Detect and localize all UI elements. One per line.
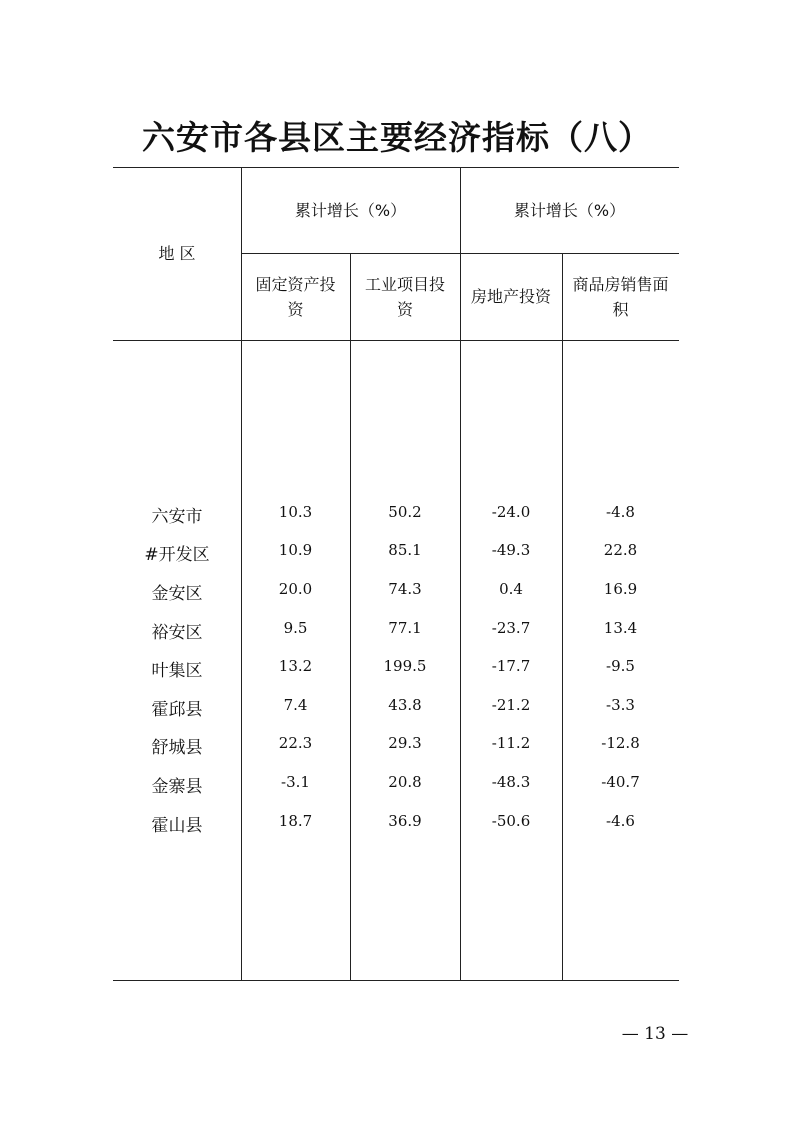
column-header-fixed-asset-investment: 固定资产投 资 — [255, 274, 336, 319]
housing-sales-area-value: -40.7 — [601, 773, 640, 791]
group-header-cumulative-growth: 累计增长（%） — [513, 200, 626, 220]
industrial-project-value: 20.8 — [388, 773, 422, 791]
industrial-project-value: 29.3 — [388, 734, 422, 752]
industrial-project-value: 199.5 — [383, 657, 427, 675]
industrial-project-value: 36.9 — [388, 812, 422, 830]
housing-sales-area-value: -4.6 — [606, 812, 635, 830]
housing-sales-area-value: -3.3 — [606, 696, 635, 714]
fixed-asset-value: 10.9 — [278, 541, 313, 559]
region-name: 裕安区 — [151, 623, 203, 643]
column-header-commercial-housing-sales-area: 商品房销售面 积 — [572, 274, 669, 319]
fixed-asset-value: 7.4 — [283, 696, 308, 714]
real-estate-value: -23.7 — [491, 619, 531, 637]
real-estate-value: -24.0 — [491, 503, 531, 521]
industrial-project-value: 77.1 — [388, 619, 422, 637]
housing-sales-area-value: 13.4 — [603, 619, 638, 637]
fixed-asset-value: 20.0 — [278, 580, 313, 598]
region-name: 叶集区 — [151, 661, 203, 681]
real-estate-value: -48.3 — [491, 773, 531, 791]
real-estate-value: -11.2 — [491, 734, 531, 752]
column-header-industrial-project-investment: 工业项目投 资 — [364, 274, 445, 319]
real-estate-value: -49.3 — [491, 541, 531, 559]
housing-sales-area-value: 16.9 — [603, 580, 638, 598]
industrial-project-value: 85.1 — [388, 541, 422, 559]
page-number: — 13 — — [621, 1024, 689, 1044]
header-bottom-rule — [113, 340, 679, 341]
housing-sales-area-value: -9.5 — [606, 657, 635, 675]
region-name: #开发区 — [144, 545, 210, 565]
group-header-cumulative-growth: 累计增长（%） — [294, 200, 407, 220]
region-name: 霍邱县 — [151, 700, 203, 720]
industrial-project-value: 74.3 — [388, 580, 422, 598]
table-bottom-rule — [113, 980, 679, 981]
housing-sales-area-value: 22.8 — [603, 541, 638, 559]
fixed-asset-value: 9.5 — [283, 619, 308, 637]
real-estate-value: -21.2 — [491, 696, 531, 714]
fixed-asset-value: -3.1 — [281, 773, 310, 791]
column-divider — [562, 253, 563, 980]
industrial-project-value: 43.8 — [388, 696, 422, 714]
page-title: 六安市各县区主要经济指标（八） — [142, 118, 652, 157]
fixed-asset-value: 22.3 — [278, 734, 313, 752]
fixed-asset-value: 18.7 — [278, 812, 313, 830]
region-name: 金安区 — [151, 584, 203, 604]
housing-sales-area-value: -12.8 — [601, 734, 640, 752]
region-name: 舒城县 — [151, 738, 203, 758]
real-estate-value: 0.4 — [499, 580, 523, 598]
region-name: 金寨县 — [151, 777, 203, 797]
region-name: 六安市 — [151, 507, 203, 527]
column-header-real-estate-investment: 房地产投资 — [470, 287, 551, 306]
real-estate-value: -17.7 — [491, 657, 531, 675]
industrial-project-value: 50.2 — [388, 503, 422, 521]
real-estate-value: -50.6 — [491, 812, 531, 830]
housing-sales-area-value: -4.8 — [606, 503, 635, 521]
fixed-asset-value: 10.3 — [278, 503, 313, 521]
region-name: 霍山县 — [151, 816, 203, 836]
region-header: 地 区 — [158, 244, 196, 263]
fixed-asset-value: 13.2 — [278, 657, 313, 675]
column-divider — [350, 253, 351, 980]
